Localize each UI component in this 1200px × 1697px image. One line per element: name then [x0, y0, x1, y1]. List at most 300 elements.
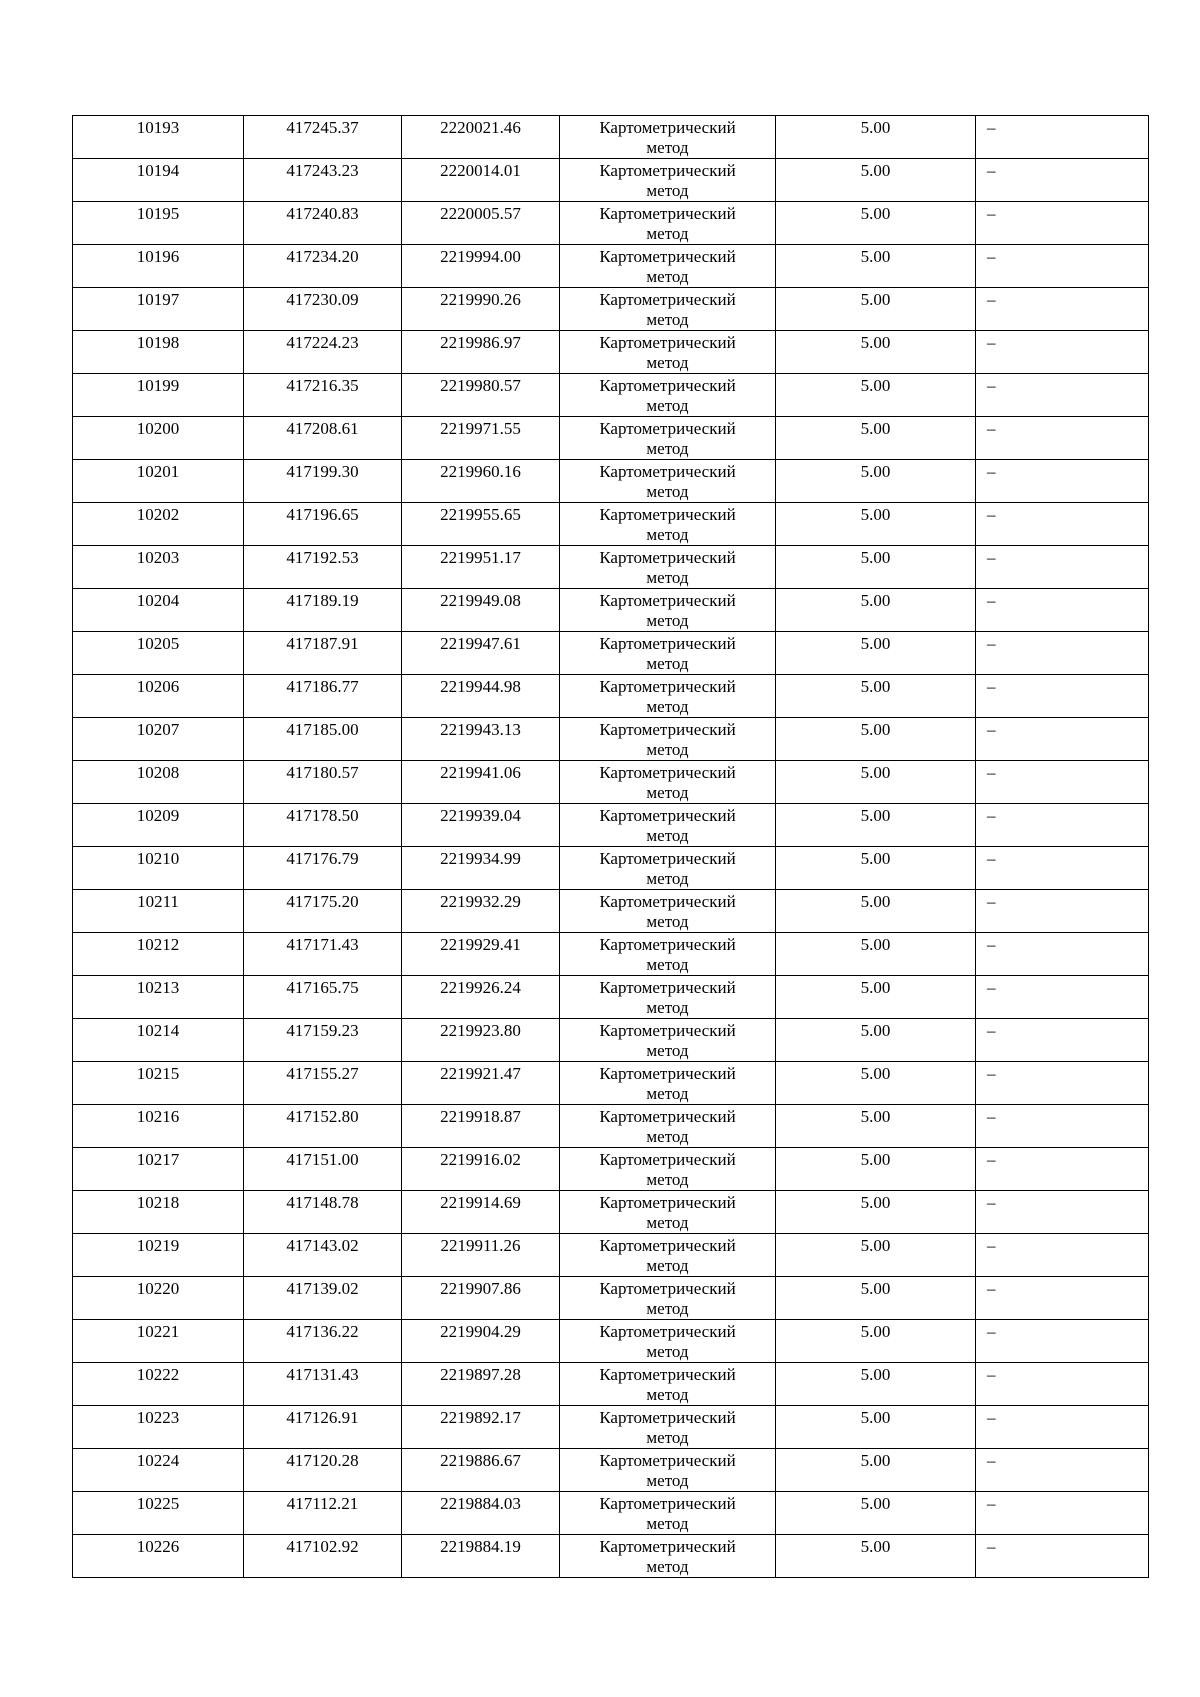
table-row	[73, 331, 1149, 374]
x-coordinate-cell: 417234.20	[244, 245, 402, 288]
method-line-1: Картометрический	[599, 1279, 736, 1298]
method-cell	[560, 159, 776, 202]
accuracy-cell: 5.00	[776, 1492, 976, 1535]
table-row	[73, 374, 1149, 417]
method-line-1: Картометрический	[599, 591, 736, 610]
y-coordinate-cell: 2219951.17	[402, 546, 560, 589]
x-coordinate-cell: 417102.92	[244, 1535, 402, 1578]
table-row	[73, 1277, 1149, 1320]
accuracy-cell: 5.00	[776, 1449, 976, 1492]
table-body	[73, 116, 1149, 1578]
note-cell: –	[976, 1406, 1149, 1449]
x-coordinate-cell: 417208.61	[244, 417, 402, 460]
x-coordinate-cell: 417136.22	[244, 1320, 402, 1363]
x-coordinate-cell: 417165.75	[244, 976, 402, 1019]
y-coordinate-cell: 2219943.13	[402, 718, 560, 761]
y-coordinate-cell: 2219926.24	[402, 976, 560, 1019]
table-row	[73, 1191, 1149, 1234]
method-line-2: метод	[646, 826, 689, 845]
y-coordinate-cell: 2219949.08	[402, 589, 560, 632]
method-line-1: Картометрический	[599, 204, 736, 223]
accuracy-cell: 5.00	[776, 116, 976, 159]
note-cell: –	[976, 331, 1149, 374]
method-line-2: метод	[646, 955, 689, 974]
x-coordinate-cell: 417186.77	[244, 675, 402, 718]
accuracy-cell: 5.00	[776, 245, 976, 288]
method-line-1: Картометрический	[599, 1322, 736, 1341]
accuracy-cell: 5.00	[776, 761, 976, 804]
method-cell	[560, 1191, 776, 1234]
accuracy-cell: 5.00	[776, 933, 976, 976]
table-row	[73, 245, 1149, 288]
accuracy-cell: 5.00	[776, 632, 976, 675]
note-cell: –	[976, 1148, 1149, 1191]
x-coordinate-cell: 417180.57	[244, 761, 402, 804]
method-line-2: метод	[646, 1084, 689, 1103]
table-row	[73, 116, 1149, 159]
note-cell: –	[976, 890, 1149, 933]
accuracy-cell: 5.00	[776, 976, 976, 1019]
method-cell	[560, 761, 776, 804]
y-coordinate-cell: 2219884.03	[402, 1492, 560, 1535]
point-number-cell: 10226	[73, 1535, 244, 1578]
point-number-cell: 10195	[73, 202, 244, 245]
point-number-cell: 10207	[73, 718, 244, 761]
y-coordinate-cell: 2219886.67	[402, 1449, 560, 1492]
x-coordinate-cell: 417224.23	[244, 331, 402, 374]
method-line-2: метод	[646, 1256, 689, 1275]
note-cell: –	[976, 1277, 1149, 1320]
accuracy-cell: 5.00	[776, 890, 976, 933]
table-row	[73, 804, 1149, 847]
x-coordinate-cell: 417199.30	[244, 460, 402, 503]
note-cell: –	[976, 589, 1149, 632]
method-cell	[560, 1449, 776, 1492]
table-row	[73, 1234, 1149, 1277]
method-line-2: метод	[646, 1213, 689, 1232]
method-cell	[560, 976, 776, 1019]
x-coordinate-cell: 417178.50	[244, 804, 402, 847]
method-line-1: Картометрический	[599, 1236, 736, 1255]
y-coordinate-cell: 2220005.57	[402, 202, 560, 245]
table-row	[73, 976, 1149, 1019]
method-cell	[560, 890, 776, 933]
note-cell: –	[976, 417, 1149, 460]
note-cell: –	[976, 503, 1149, 546]
accuracy-cell: 5.00	[776, 1363, 976, 1406]
x-coordinate-cell: 417176.79	[244, 847, 402, 890]
method-line-2: метод	[646, 1299, 689, 1318]
method-line-1: Картометрический	[599, 892, 736, 911]
x-coordinate-cell: 417192.53	[244, 546, 402, 589]
method-cell	[560, 1234, 776, 1277]
method-cell	[560, 503, 776, 546]
method-line-2: метод	[646, 267, 689, 286]
y-coordinate-cell: 2219884.19	[402, 1535, 560, 1578]
method-line-2: метод	[646, 1342, 689, 1361]
accuracy-cell: 5.00	[776, 718, 976, 761]
method-line-1: Картометрический	[599, 634, 736, 653]
method-line-2: метод	[646, 611, 689, 630]
note-cell: –	[976, 1363, 1149, 1406]
point-number-cell: 10218	[73, 1191, 244, 1234]
table-row	[73, 847, 1149, 890]
method-line-1: Картометрический	[599, 505, 736, 524]
method-line-1: Картометрический	[599, 806, 736, 825]
method-line-1: Картометрический	[599, 247, 736, 266]
method-cell	[560, 589, 776, 632]
method-line-2: метод	[646, 912, 689, 931]
x-coordinate-cell: 417139.02	[244, 1277, 402, 1320]
method-line-2: метод	[646, 1428, 689, 1447]
accuracy-cell: 5.00	[776, 1019, 976, 1062]
point-number-cell: 10199	[73, 374, 244, 417]
y-coordinate-cell: 2220014.01	[402, 159, 560, 202]
x-coordinate-cell: 417151.00	[244, 1148, 402, 1191]
table-row	[73, 1019, 1149, 1062]
note-cell: –	[976, 202, 1149, 245]
method-cell	[560, 1492, 776, 1535]
point-number-cell: 10193	[73, 116, 244, 159]
x-coordinate-cell: 417216.35	[244, 374, 402, 417]
point-number-cell: 10212	[73, 933, 244, 976]
method-cell	[560, 460, 776, 503]
y-coordinate-cell: 2219897.28	[402, 1363, 560, 1406]
y-coordinate-cell: 2219944.98	[402, 675, 560, 718]
accuracy-cell: 5.00	[776, 417, 976, 460]
point-number-cell: 10225	[73, 1492, 244, 1535]
x-coordinate-cell: 417171.43	[244, 933, 402, 976]
point-number-cell: 10211	[73, 890, 244, 933]
note-cell: –	[976, 1062, 1149, 1105]
method-line-1: Картометрический	[599, 333, 736, 352]
method-line-1: Картометрический	[599, 1107, 736, 1126]
table-row	[73, 761, 1149, 804]
method-line-1: Картометрический	[599, 1064, 736, 1083]
x-coordinate-cell: 417240.83	[244, 202, 402, 245]
x-coordinate-cell: 417185.00	[244, 718, 402, 761]
table-row	[73, 159, 1149, 202]
accuracy-cell: 5.00	[776, 1535, 976, 1578]
table-row	[73, 1406, 1149, 1449]
x-coordinate-cell: 417148.78	[244, 1191, 402, 1234]
table-row	[73, 546, 1149, 589]
point-number-cell: 10194	[73, 159, 244, 202]
method-line-1: Картометрический	[599, 118, 736, 137]
point-number-cell: 10217	[73, 1148, 244, 1191]
accuracy-cell: 5.00	[776, 1406, 976, 1449]
method-line-2: метод	[646, 783, 689, 802]
point-number-cell: 10206	[73, 675, 244, 718]
x-coordinate-cell: 417131.43	[244, 1363, 402, 1406]
method-line-2: метод	[646, 1041, 689, 1060]
accuracy-cell: 5.00	[776, 331, 976, 374]
method-line-1: Картометрический	[599, 763, 736, 782]
method-line-1: Картометрический	[599, 1537, 736, 1556]
method-line-2: метод	[646, 869, 689, 888]
method-cell	[560, 1277, 776, 1320]
method-cell	[560, 331, 776, 374]
method-cell	[560, 546, 776, 589]
x-coordinate-cell: 417112.21	[244, 1492, 402, 1535]
note-cell: –	[976, 116, 1149, 159]
point-number-cell: 10196	[73, 245, 244, 288]
accuracy-cell: 5.00	[776, 374, 976, 417]
point-number-cell: 10214	[73, 1019, 244, 1062]
x-coordinate-cell: 417196.65	[244, 503, 402, 546]
y-coordinate-cell: 2219907.86	[402, 1277, 560, 1320]
y-coordinate-cell: 2219916.02	[402, 1148, 560, 1191]
method-line-1: Картометрический	[599, 1193, 736, 1212]
x-coordinate-cell: 417143.02	[244, 1234, 402, 1277]
y-coordinate-cell: 2219914.69	[402, 1191, 560, 1234]
y-coordinate-cell: 2219986.97	[402, 331, 560, 374]
y-coordinate-cell: 2219932.29	[402, 890, 560, 933]
method-line-1: Картометрический	[599, 1451, 736, 1470]
note-cell: –	[976, 933, 1149, 976]
point-number-cell: 10215	[73, 1062, 244, 1105]
accuracy-cell: 5.00	[776, 1062, 976, 1105]
point-number-cell: 10208	[73, 761, 244, 804]
method-line-2: метод	[646, 654, 689, 673]
accuracy-cell: 5.00	[776, 804, 976, 847]
method-line-1: Картометрический	[599, 376, 736, 395]
method-line-2: метод	[646, 568, 689, 587]
note-cell: –	[976, 288, 1149, 331]
method-line-2: метод	[646, 1127, 689, 1146]
method-line-2: метод	[646, 396, 689, 415]
accuracy-cell: 5.00	[776, 1148, 976, 1191]
table-row	[73, 718, 1149, 761]
method-cell	[560, 1019, 776, 1062]
method-cell	[560, 374, 776, 417]
point-number-cell: 10200	[73, 417, 244, 460]
accuracy-cell: 5.00	[776, 503, 976, 546]
accuracy-cell: 5.00	[776, 847, 976, 890]
method-line-1: Картометрический	[599, 935, 736, 954]
method-cell	[560, 804, 776, 847]
x-coordinate-cell: 417175.20	[244, 890, 402, 933]
method-line-2: метод	[646, 353, 689, 372]
method-cell	[560, 1148, 776, 1191]
note-cell: –	[976, 374, 1149, 417]
y-coordinate-cell: 2219960.16	[402, 460, 560, 503]
y-coordinate-cell: 2219929.41	[402, 933, 560, 976]
method-line-2: метод	[646, 310, 689, 329]
table-row	[73, 1535, 1149, 1578]
y-coordinate-cell: 2219911.26	[402, 1234, 560, 1277]
note-cell: –	[976, 1535, 1149, 1578]
note-cell: –	[976, 761, 1149, 804]
method-line-1: Картометрический	[599, 1494, 736, 1513]
y-coordinate-cell: 2219923.80	[402, 1019, 560, 1062]
method-line-1: Картометрический	[599, 290, 736, 309]
method-line-2: метод	[646, 1471, 689, 1490]
method-line-2: метод	[646, 740, 689, 759]
y-coordinate-cell: 2219947.61	[402, 632, 560, 675]
y-coordinate-cell: 2219904.29	[402, 1320, 560, 1363]
method-line-2: метод	[646, 525, 689, 544]
method-line-1: Картометрический	[599, 161, 736, 180]
table-row	[73, 1105, 1149, 1148]
note-cell: –	[976, 546, 1149, 589]
method-line-2: метод	[646, 181, 689, 200]
method-line-1: Картометрический	[599, 677, 736, 696]
method-cell	[560, 116, 776, 159]
method-line-1: Картометрический	[599, 1150, 736, 1169]
note-cell: –	[976, 1449, 1149, 1492]
method-cell	[560, 1062, 776, 1105]
note-cell: –	[976, 159, 1149, 202]
method-line-1: Картометрический	[599, 978, 736, 997]
point-number-cell: 10201	[73, 460, 244, 503]
y-coordinate-cell: 2219921.47	[402, 1062, 560, 1105]
method-line-2: метод	[646, 224, 689, 243]
accuracy-cell: 5.00	[776, 675, 976, 718]
table-row	[73, 417, 1149, 460]
method-line-2: метод	[646, 482, 689, 501]
method-line-1: Картометрический	[599, 462, 736, 481]
method-cell	[560, 417, 776, 460]
method-cell	[560, 675, 776, 718]
table-row	[73, 675, 1149, 718]
method-cell	[560, 1320, 776, 1363]
y-coordinate-cell: 2219980.57	[402, 374, 560, 417]
point-number-cell: 10210	[73, 847, 244, 890]
accuracy-cell: 5.00	[776, 1277, 976, 1320]
table-row	[73, 1148, 1149, 1191]
x-coordinate-cell: 417126.91	[244, 1406, 402, 1449]
method-cell	[560, 1105, 776, 1148]
accuracy-cell: 5.00	[776, 546, 976, 589]
method-line-1: Картометрический	[599, 1365, 736, 1384]
note-cell: –	[976, 632, 1149, 675]
method-cell	[560, 933, 776, 976]
table-row	[73, 503, 1149, 546]
point-number-cell: 10223	[73, 1406, 244, 1449]
method-cell	[560, 1363, 776, 1406]
note-cell: –	[976, 718, 1149, 761]
accuracy-cell: 5.00	[776, 202, 976, 245]
note-cell: –	[976, 804, 1149, 847]
coordinates-table	[72, 115, 1149, 1578]
note-cell: –	[976, 1105, 1149, 1148]
table-row	[73, 632, 1149, 675]
table-row	[73, 1062, 1149, 1105]
point-number-cell: 10224	[73, 1449, 244, 1492]
method-cell	[560, 288, 776, 331]
note-cell: –	[976, 245, 1149, 288]
accuracy-cell: 5.00	[776, 159, 976, 202]
table-row	[73, 933, 1149, 976]
point-number-cell: 10203	[73, 546, 244, 589]
method-line-1: Картометрический	[599, 548, 736, 567]
method-line-1: Картометрический	[599, 1021, 736, 1040]
point-number-cell: 10216	[73, 1105, 244, 1148]
method-line-2: метод	[646, 1170, 689, 1189]
point-number-cell: 10205	[73, 632, 244, 675]
y-coordinate-cell: 2219939.04	[402, 804, 560, 847]
method-cell	[560, 1406, 776, 1449]
method-cell	[560, 718, 776, 761]
table-row	[73, 1363, 1149, 1406]
method-line-1: Картометрический	[599, 419, 736, 438]
method-line-1: Картометрический	[599, 720, 736, 739]
point-number-cell: 10209	[73, 804, 244, 847]
accuracy-cell: 5.00	[776, 1191, 976, 1234]
method-line-2: метод	[646, 138, 689, 157]
point-number-cell: 10220	[73, 1277, 244, 1320]
table-row	[73, 1320, 1149, 1363]
note-cell: –	[976, 1320, 1149, 1363]
method-line-1: Картометрический	[599, 849, 736, 868]
accuracy-cell: 5.00	[776, 460, 976, 503]
x-coordinate-cell: 417155.27	[244, 1062, 402, 1105]
x-coordinate-cell: 417189.19	[244, 589, 402, 632]
method-cell	[560, 1535, 776, 1578]
table-row	[73, 288, 1149, 331]
y-coordinate-cell: 2220021.46	[402, 116, 560, 159]
method-line-2: метод	[646, 1557, 689, 1576]
method-cell	[560, 202, 776, 245]
accuracy-cell: 5.00	[776, 288, 976, 331]
table-row	[73, 1449, 1149, 1492]
accuracy-cell: 5.00	[776, 1105, 976, 1148]
y-coordinate-cell: 2219990.26	[402, 288, 560, 331]
x-coordinate-cell: 417243.23	[244, 159, 402, 202]
note-cell: –	[976, 1492, 1149, 1535]
x-coordinate-cell: 417187.91	[244, 632, 402, 675]
y-coordinate-cell: 2219892.17	[402, 1406, 560, 1449]
point-number-cell: 10202	[73, 503, 244, 546]
table-row	[73, 460, 1149, 503]
x-coordinate-cell: 417152.80	[244, 1105, 402, 1148]
method-cell	[560, 847, 776, 890]
x-coordinate-cell: 417245.37	[244, 116, 402, 159]
note-cell: –	[976, 847, 1149, 890]
y-coordinate-cell: 2219934.99	[402, 847, 560, 890]
note-cell: –	[976, 1019, 1149, 1062]
x-coordinate-cell: 417120.28	[244, 1449, 402, 1492]
point-number-cell: 10213	[73, 976, 244, 1019]
point-number-cell: 10222	[73, 1363, 244, 1406]
method-line-2: метод	[646, 1514, 689, 1533]
method-cell	[560, 632, 776, 675]
table-row	[73, 1492, 1149, 1535]
y-coordinate-cell: 2219955.65	[402, 503, 560, 546]
accuracy-cell: 5.00	[776, 1234, 976, 1277]
table-row	[73, 202, 1149, 245]
y-coordinate-cell: 2219941.06	[402, 761, 560, 804]
point-number-cell: 10219	[73, 1234, 244, 1277]
x-coordinate-cell: 417230.09	[244, 288, 402, 331]
method-line-2: метод	[646, 439, 689, 458]
y-coordinate-cell: 2219994.00	[402, 245, 560, 288]
method-line-2: метод	[646, 697, 689, 716]
y-coordinate-cell: 2219918.87	[402, 1105, 560, 1148]
accuracy-cell: 5.00	[776, 1320, 976, 1363]
x-coordinate-cell: 417159.23	[244, 1019, 402, 1062]
y-coordinate-cell: 2219971.55	[402, 417, 560, 460]
method-cell	[560, 245, 776, 288]
table-row	[73, 589, 1149, 632]
note-cell: –	[976, 1191, 1149, 1234]
note-cell: –	[976, 675, 1149, 718]
table-row	[73, 890, 1149, 933]
note-cell: –	[976, 976, 1149, 1019]
point-number-cell: 10198	[73, 331, 244, 374]
note-cell: –	[976, 1234, 1149, 1277]
